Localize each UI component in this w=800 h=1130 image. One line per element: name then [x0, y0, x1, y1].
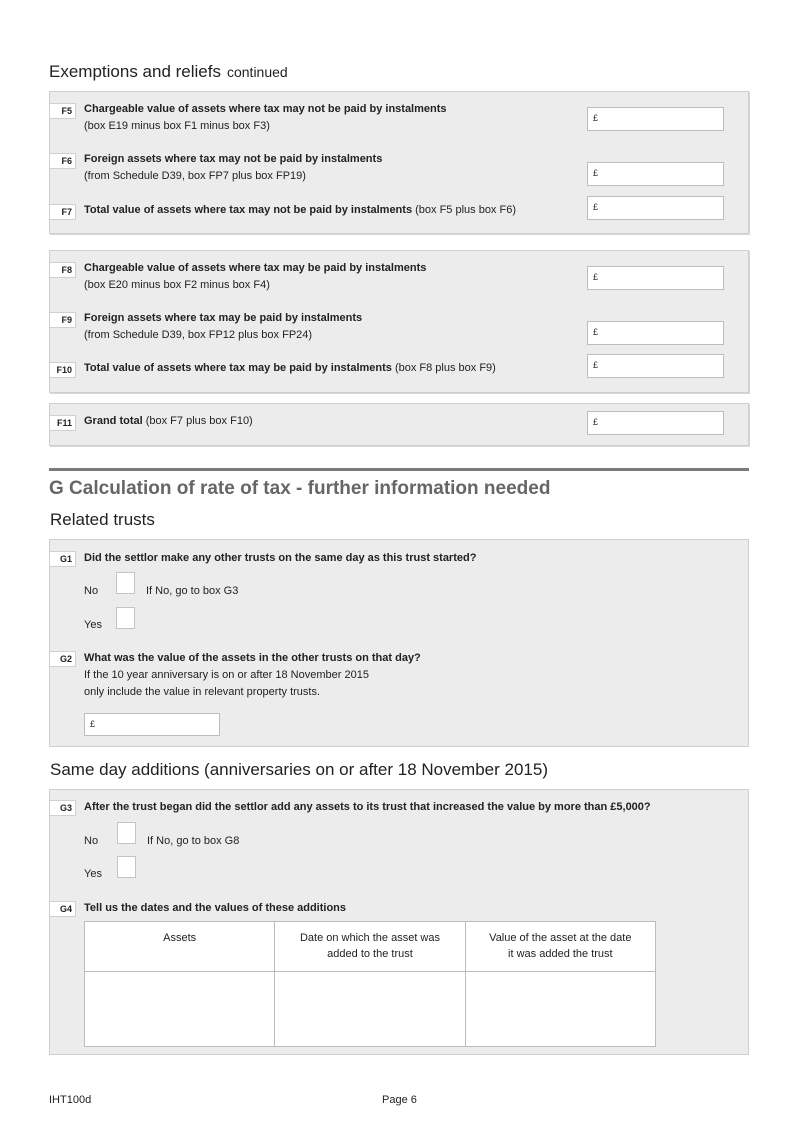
- cell-date-input[interactable]: [275, 972, 465, 1047]
- section-divider: [49, 468, 749, 471]
- question-f7: [84, 202, 516, 219]
- amount-field-f9[interactable]: £: [587, 321, 724, 345]
- column-header-value: [465, 922, 655, 972]
- question-g2: [84, 650, 421, 701]
- column-header-assets: [85, 922, 275, 972]
- question-f11-note: (box F7 plus box F10): [142, 415, 253, 427]
- question-g1: [84, 550, 476, 567]
- section-g-title: G Calculation of rate of tax - further information needed: [49, 478, 551, 499]
- question-f10: [84, 360, 496, 377]
- box-code-f10: F10: [49, 362, 76, 378]
- question-f6-note: (from Schedule D39, box FP7 plus box FP19): [84, 170, 306, 182]
- column-header-line: it was added the trust: [508, 948, 613, 960]
- amount-field-f10[interactable]: £: [587, 354, 724, 378]
- cell-value-input[interactable]: [465, 972, 655, 1047]
- heading-main: Exemptions and reliefs: [49, 62, 221, 81]
- amount-field-f7[interactable]: £: [587, 196, 724, 220]
- box-code-g1: G1: [49, 551, 76, 567]
- question-f8-title: Chargeable value of assets where tax may be paid by instalments: [84, 262, 427, 274]
- question-f9: [84, 310, 362, 344]
- g3-yes-checkbox[interactable]: [117, 856, 136, 878]
- question-f11-title: Grand total: [84, 415, 143, 427]
- form-reference: IHT100d: [49, 1094, 92, 1106]
- additions-table: [84, 921, 656, 1047]
- g3-no-hint: If No, go to box G8: [147, 835, 240, 847]
- question-f6-title: Foreign assets where tax may not be paid by instalments: [84, 153, 383, 165]
- amount-field-g2[interactable]: £: [84, 713, 220, 736]
- box-code-f11: F11: [49, 415, 76, 431]
- g3-no-checkbox[interactable]: [117, 822, 136, 844]
- question-f9-title: Foreign assets where tax may be paid by instalments: [84, 312, 363, 324]
- column-header-line: Date on which the asset was: [299, 932, 440, 944]
- g1-no-checkbox[interactable]: [116, 572, 135, 594]
- box-code-g3: G3: [49, 800, 76, 816]
- question-g3-title: After the trust began did the settlor add any assets to its trust that increased the value by more than £5,000?: [84, 801, 651, 813]
- question-f8-note: (box E20 minus box F2 minus box F4): [84, 279, 270, 291]
- page-number: Page 6: [382, 1094, 417, 1106]
- g3-no-label: No: [84, 835, 99, 847]
- question-f10-title: Total value of assets where tax may be paid by instalments: [84, 362, 392, 374]
- question-g2-note2: only include the value in relevant property trusts.: [84, 686, 321, 698]
- question-f7-note: (box F5 plus box F6): [412, 204, 516, 216]
- question-f6: [84, 151, 382, 185]
- related-trusts-heading: Related trusts: [50, 510, 155, 529]
- box-code-f6: F6: [49, 153, 76, 169]
- amount-field-f11[interactable]: £: [587, 411, 724, 435]
- g1-yes-label: Yes: [84, 619, 102, 631]
- box-code-f7: F7: [49, 204, 76, 220]
- question-g4-title: Tell us the dates and the values of these additions: [84, 902, 347, 914]
- question-g2-title: What was the value of the assets in the other trusts on that day?: [84, 652, 421, 664]
- cell-assets-input[interactable]: [85, 972, 275, 1047]
- heading-suffix: continued: [226, 64, 288, 80]
- question-f11: [84, 413, 253, 430]
- question-f5-note: (box E19 minus box F1 minus box F3): [84, 120, 270, 132]
- box-code-f5: F5: [49, 103, 76, 119]
- g1-yes-checkbox[interactable]: [116, 607, 135, 629]
- question-f7-title: Total value of assets where tax may not be paid by instalments: [84, 204, 413, 216]
- box-code-f8: F8: [49, 262, 76, 278]
- question-f5-title: Chargeable value of assets where tax may not be paid by instalments: [84, 103, 447, 115]
- g1-no-hint: If No, go to box G3: [146, 585, 239, 597]
- column-header-line: added to the trust: [327, 948, 413, 960]
- g1-no-label: No: [84, 585, 99, 597]
- table-header-row: [85, 922, 656, 972]
- column-header-date: [275, 922, 465, 972]
- column-header-line: Value of the asset at the date: [489, 932, 632, 944]
- same-day-heading: Same day additions (anniversaries on or after 18 November 2015): [50, 760, 548, 779]
- question-g2-note1: If the 10 year anniversary is on or after 18 November 2015: [84, 669, 369, 681]
- question-g3: [84, 799, 651, 816]
- question-g4: [84, 900, 346, 917]
- table-row: [85, 972, 656, 1047]
- amount-field-f6[interactable]: £: [587, 162, 724, 186]
- box-code-g4: G4: [49, 901, 76, 917]
- section-heading: [49, 62, 288, 82]
- question-f5: [84, 101, 447, 135]
- g3-yes-label: Yes: [84, 868, 102, 880]
- amount-field-f8[interactable]: £: [587, 266, 724, 290]
- box-code-g2: G2: [49, 651, 76, 667]
- question-g1-title: Did the settlor make any other trusts on the same day as this trust started?: [84, 552, 477, 564]
- question-f9-note: (from Schedule D39, box FP12 plus box FP24): [84, 329, 313, 341]
- amount-field-f5[interactable]: £: [587, 107, 724, 131]
- column-header-line: Assets: [163, 932, 197, 944]
- question-f8: [84, 260, 426, 294]
- question-f10-note: (box F8 plus box F9): [391, 362, 496, 374]
- box-code-f9: F9: [49, 312, 76, 328]
